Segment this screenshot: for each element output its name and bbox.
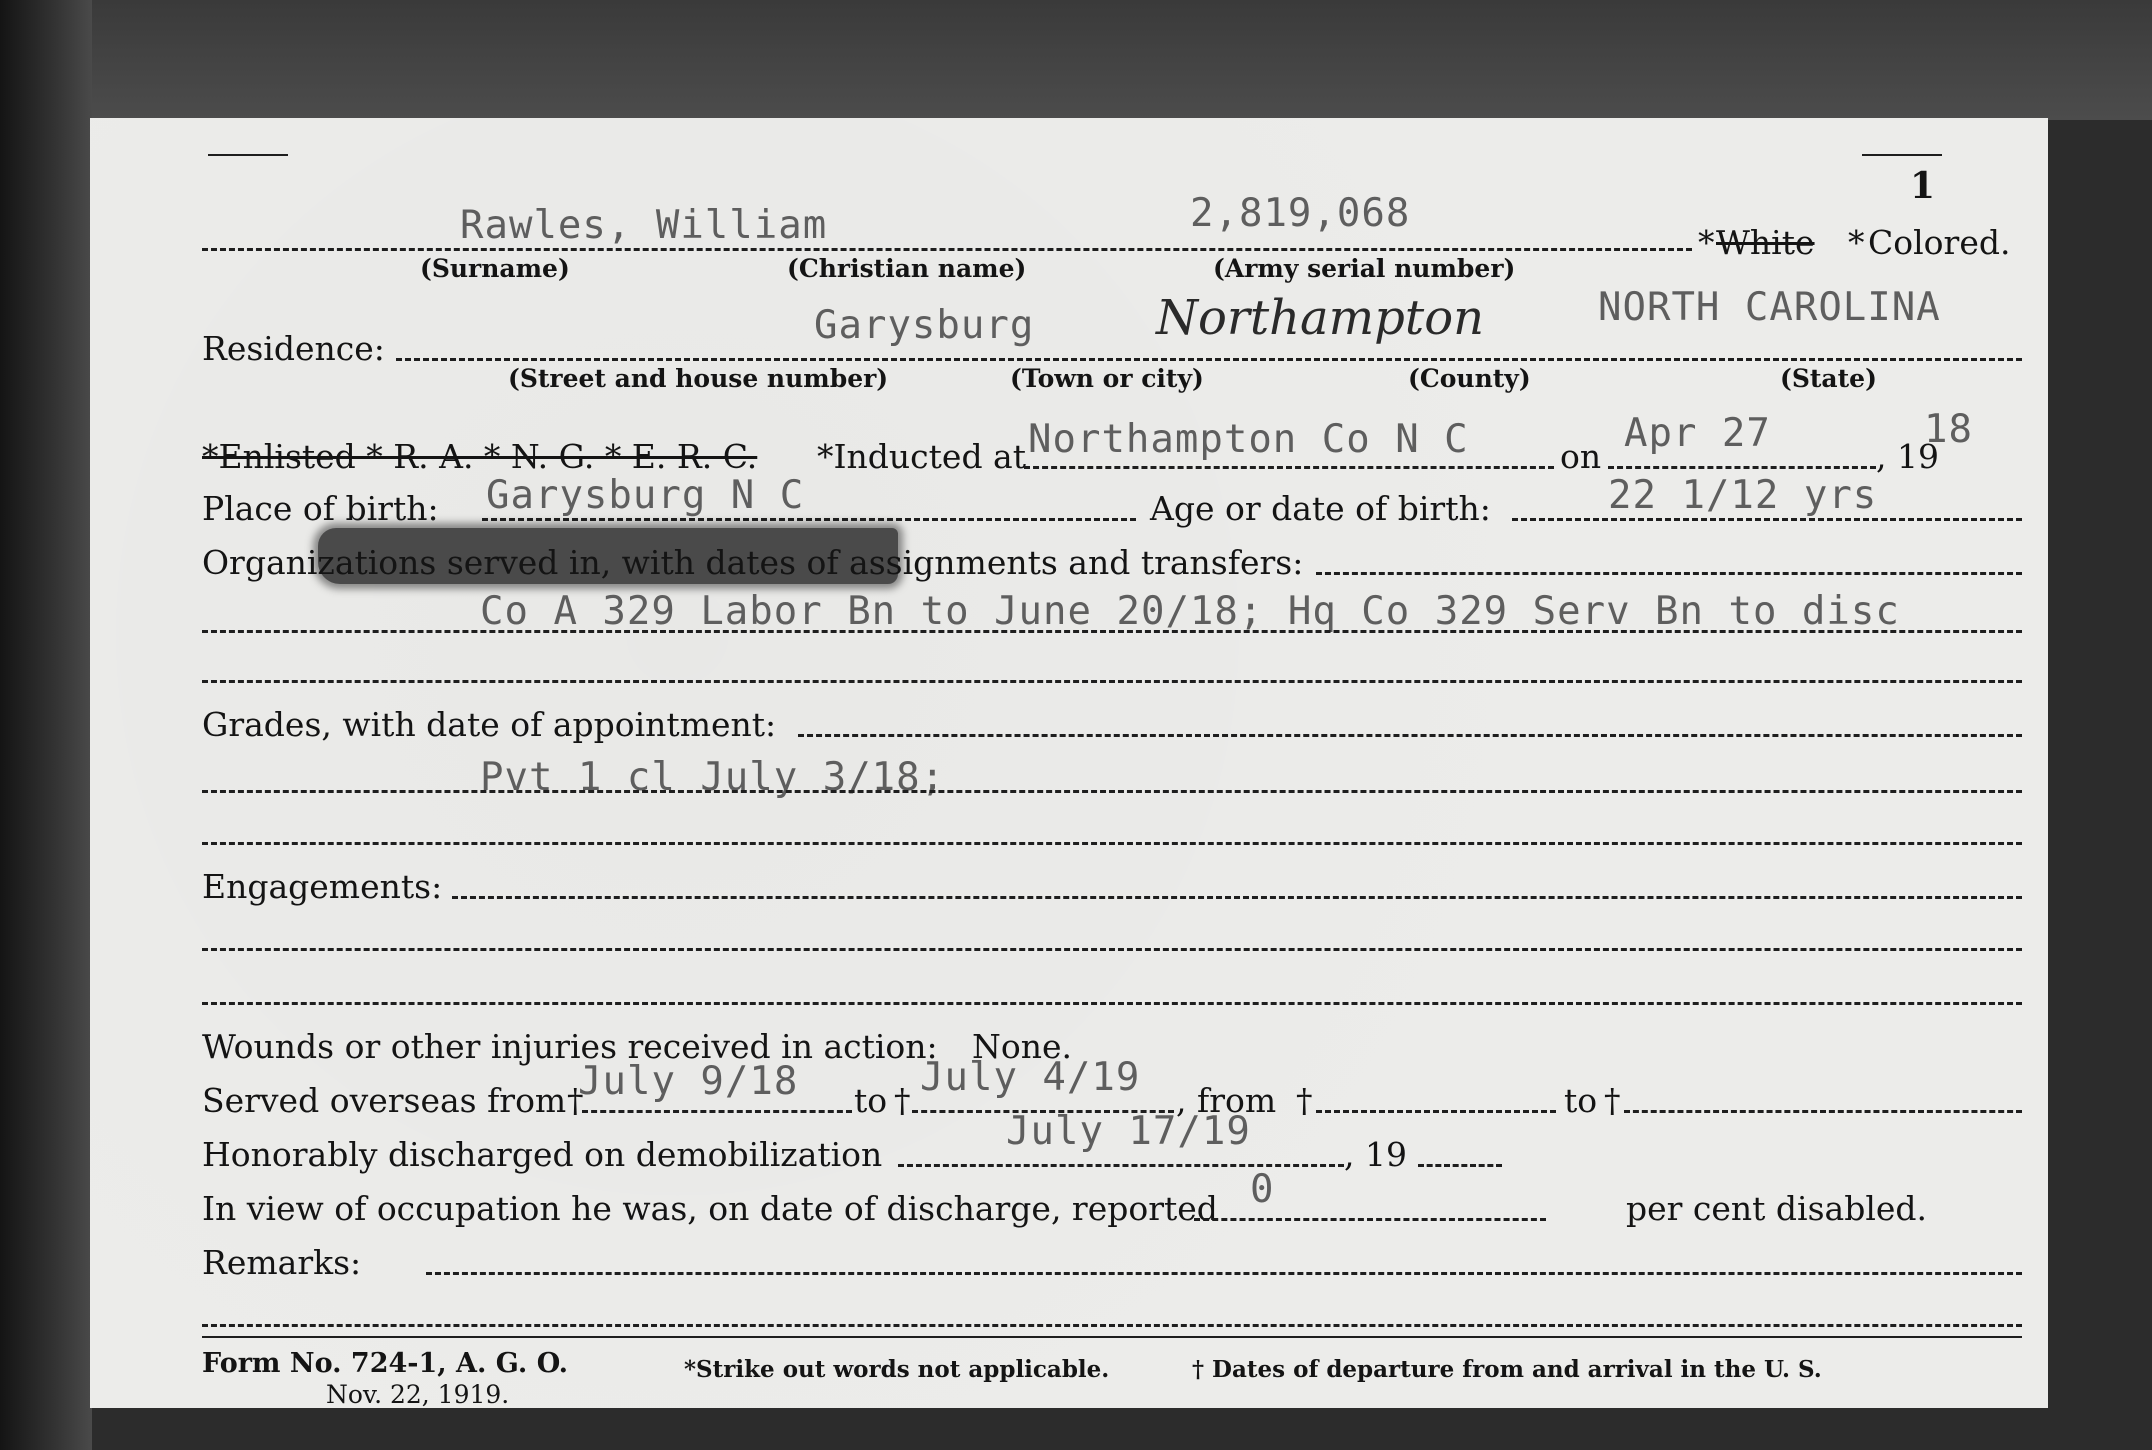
inducted-line <box>1024 466 1554 469</box>
service-record-card <box>90 118 2048 1408</box>
overseas-to-typed: July 4/19 <box>920 1055 1141 1100</box>
grades-line-2 <box>202 790 2022 793</box>
corner-rule-right <box>1862 154 1942 156</box>
state-typed: NORTH CAROLINA <box>1598 285 1941 330</box>
scan-border-left <box>0 0 92 1450</box>
engagements-line-3 <box>202 1002 2022 1005</box>
overseas-dagger-2: † <box>894 1081 911 1120</box>
discharge-year-label: , 19 <box>1344 1135 1407 1174</box>
discharge-year-line <box>1418 1164 1502 1167</box>
discharge-label: Honorably discharged on demobilization <box>202 1135 883 1174</box>
engagements-line-1 <box>452 896 2022 899</box>
overseas-from-typed: July 9/18 <box>578 1059 799 1104</box>
overseas-from-line <box>582 1110 852 1113</box>
overseas-dagger-1: † <box>567 1081 584 1120</box>
inducted-label: *Inducted at <box>817 437 1026 476</box>
footer-rule <box>202 1336 2022 1338</box>
engagements-line-2 <box>202 948 2022 951</box>
organizations-line-1 <box>1316 572 2022 575</box>
disability-typed: 0 <box>1250 1167 1275 1212</box>
inducted-place-typed: Northampton Co N C <box>1028 417 1469 462</box>
scan-border-top <box>92 0 2152 120</box>
engagements-label: Engagements: <box>202 867 443 906</box>
race-star-2: * <box>1848 223 1865 262</box>
induction-date-line <box>1608 466 1876 469</box>
birthplace-typed: Garysburg N C <box>486 473 805 518</box>
wounds-label: Wounds or other injuries received in action: <box>202 1027 938 1066</box>
discharge-typed: July 17/19 <box>1006 1109 1251 1154</box>
overseas-to-label: to <box>854 1081 888 1120</box>
grades-label: Grades, with date of appointment: <box>202 705 777 744</box>
year-prefix: , 19 <box>1876 437 1939 476</box>
age-label: Age or date of birth: <box>1150 489 1491 528</box>
birthplace-label: Place of birth: <box>202 489 439 528</box>
race-white-struck: White <box>1716 223 1815 262</box>
organizations-line-2 <box>202 630 2022 633</box>
page-number: 1 <box>1910 165 1936 207</box>
organizations-line-3 <box>202 680 2022 683</box>
name-typed: Rawles, William <box>460 203 828 248</box>
grades-line-1 <box>798 734 2022 737</box>
birthplace-line <box>482 518 1136 521</box>
induction-date-typed: Apr 27 <box>1624 411 1771 456</box>
caption-christian-name: (Christian name) <box>787 254 1027 283</box>
form-date: Nov. 22, 1919. <box>326 1380 510 1409</box>
overseas-dagger-4: † <box>1604 1081 1621 1120</box>
overseas-from2-line <box>1316 1110 1556 1113</box>
on-label: on <box>1560 437 1602 476</box>
organizations-label: Organizations served in, with dates of assignments and transfers: <box>202 543 1304 582</box>
caption-state: (State) <box>1780 364 1877 393</box>
age-typed: 22 1/12 yrs <box>1608 473 1878 518</box>
wounds-value: None. <box>972 1027 1073 1066</box>
caption-town: (Town or city) <box>1010 364 1204 393</box>
overseas-label: Served overseas from <box>202 1081 567 1120</box>
remarks-line-2 <box>202 1324 2022 1327</box>
serial-typed: 2,819,068 <box>1190 191 1411 236</box>
discharge-line <box>898 1164 1344 1167</box>
name-line <box>202 248 1692 251</box>
race-colored: Colored. <box>1868 223 2011 262</box>
caption-street: (Street and house number) <box>508 364 889 393</box>
form-number: Form No. 724-1, A. G. O. <box>202 1348 569 1379</box>
caption-surname: (Surname) <box>420 254 570 283</box>
caption-county: (County) <box>1408 364 1531 393</box>
grades-typed: Pvt 1 cl July 3/18; <box>480 755 946 800</box>
disability-line <box>1194 1218 1546 1221</box>
year-typed: 18 <box>1924 407 1973 452</box>
residence-line <box>396 358 2022 361</box>
age-line <box>1512 518 2022 521</box>
remarks-line-1 <box>426 1272 2022 1275</box>
corner-rule-left <box>208 154 288 156</box>
grades-line-3 <box>202 842 2022 845</box>
organizations-typed: Co A 329 Labor Bn to June 20/18; Hq Co 329 Serv Bn to disc <box>480 589 1900 634</box>
overseas-from2-label: , from <box>1176 1081 1277 1120</box>
footnote-dates: † Dates of departure from and arrival in the U. S. <box>1192 1356 1822 1383</box>
remarks-label: Remarks: <box>202 1243 362 1282</box>
county-handwritten: Northampton <box>1156 290 1485 346</box>
overseas-to2-line <box>1624 1110 2022 1113</box>
caption-army-serial: (Army serial number) <box>1213 254 1516 283</box>
town-typed: Garysburg <box>814 303 1035 348</box>
disability-label: In view of occupation he was, on date of discharge, reported <box>202 1189 1218 1228</box>
enlisted-struck: *Enlisted * R. A. * N. G. * E. R. C. <box>202 437 758 476</box>
overseas-to2-label: to <box>1564 1081 1598 1120</box>
footnote-strike-out: *Strike out words not applicable. <box>684 1356 1110 1383</box>
overseas-dagger-3: † <box>1296 1081 1313 1120</box>
disability-suffix: per cent disabled. <box>1626 1189 1928 1228</box>
race-star-1: * <box>1698 223 1715 262</box>
residence-label: Residence: <box>202 329 385 368</box>
